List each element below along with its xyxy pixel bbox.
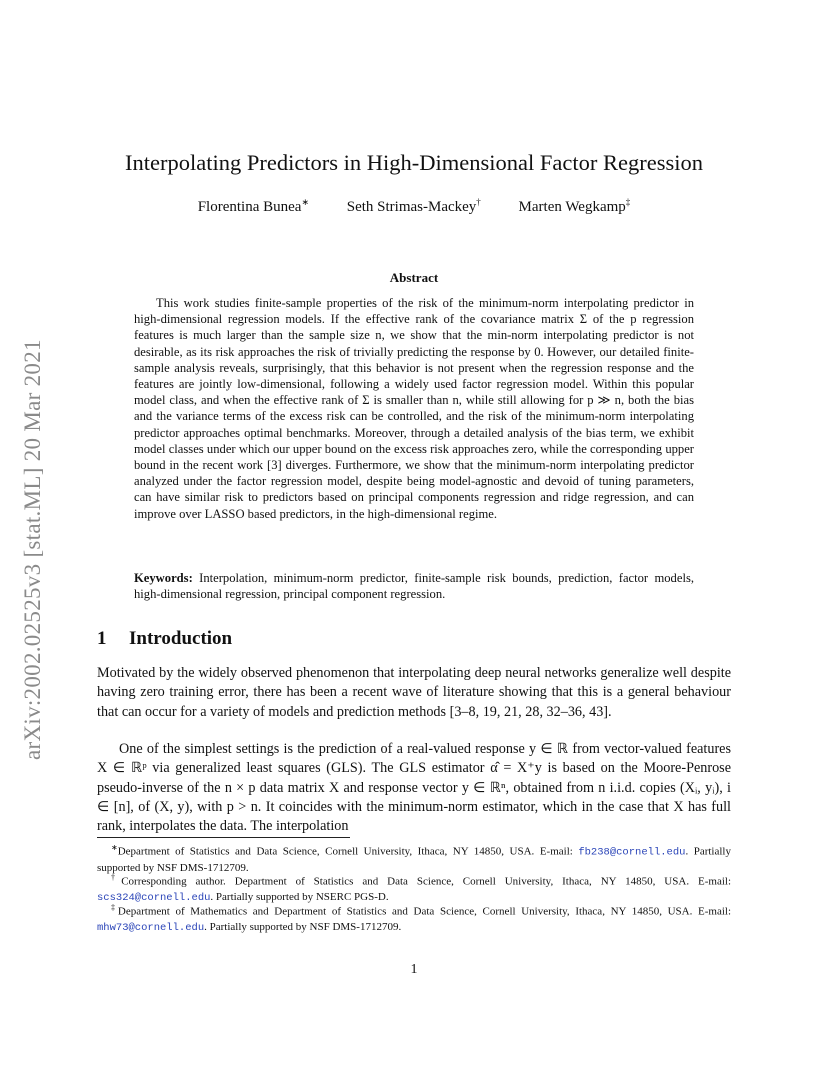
author-name: Florentina Bunea bbox=[197, 199, 302, 215]
author-name: Marten Wegkamp bbox=[518, 199, 626, 215]
keywords-label: Keywords: bbox=[134, 571, 193, 585]
arxiv-identifier: arXiv:2002.02525v3 [stat.ML] 20 Mar 2021 bbox=[20, 339, 45, 760]
footnote-mark: ‡ bbox=[111, 903, 118, 912]
abstract-heading: Abstract bbox=[389, 270, 439, 285]
footnote-tail: . Partially supported by NSF DMS-1712709. bbox=[97, 845, 731, 875]
email-link[interactable]: mhw73@cornell.edu bbox=[97, 922, 205, 935]
intro-paragraph-2: One of the simplest settings is the prediction of a real-valued response y ∈ ℝ from vector-valued features X ∈ ℝᵖ via generalized least squares (GLS). The GLS estimator α̂ = X⁺y is based on the Moore-Penrose pseudo-inverse of the n × p data matrix X and response vector y ∈ ℝⁿ, obtained from n i.i.d. copies (Xᵢ, yᵢ), i ∈ [n], of (X, y), with p > n. It coincides with the minimum-norm estimator, which in the case that X has full rank, interpolates the data. The interpolation bbox=[97, 741, 731, 835]
footnote-divider bbox=[97, 837, 350, 838]
intro-paragraph-1: Motivated by the widely observed phenomenon that interpolating deep neural networks generalize well despite having zero training error, there has been a recent wave of literature showing that this is a general behaviour that can occur for a variety of models and prediction methods [3–8, 19, 21, 28, 32–36, 43]. bbox=[97, 665, 731, 720]
email-link[interactable]: scs324@cornell.edu bbox=[97, 892, 211, 905]
email-link[interactable]: fb238@cornell.edu bbox=[578, 846, 686, 859]
footnote-text: Corresponding author. Department of Statistics and Data Science, Cornell University, Ithaca, NY 14850, USA. E-mail: bbox=[121, 875, 731, 888]
footnote-tail: . Partially supported by NSF DMS-1712709. bbox=[204, 921, 402, 934]
page-number: 1 bbox=[410, 962, 418, 977]
author-footnote-mark: ‡ bbox=[625, 197, 631, 207]
footnote-mark: † bbox=[111, 873, 122, 882]
footnote-text: Department of Mathematics and Department of Statistics and Data Science, Cornell University, Ithaca, NY 14850, USA. E-mail: bbox=[117, 905, 731, 918]
author-2 bbox=[347, 197, 481, 216]
author-footnote-mark: ∗ bbox=[301, 197, 309, 207]
keywords-text: Interpolation, minimum-norm predictor, finite-sample risk bounds, prediction, factor models, high-dimensional regression, principal component regression. bbox=[134, 571, 694, 602]
author-footnote-mark: † bbox=[476, 197, 481, 207]
section-number: 1 bbox=[97, 628, 107, 649]
section-heading bbox=[97, 628, 232, 650]
footnote-mark: ∗ bbox=[111, 843, 118, 852]
keywords bbox=[134, 570, 694, 602]
author-name: Seth Strimas-Mackey bbox=[346, 199, 477, 215]
author-list bbox=[0, 197, 828, 216]
section-title: Introduction bbox=[129, 628, 233, 649]
paper-title: Interpolating Predictors in High-Dimensional Factor Regression bbox=[124, 150, 703, 175]
author-3 bbox=[519, 197, 631, 216]
footnote-text: Department of Statistics and Data Science, Cornell University, Ithaca, NY 14850, USA. E-mail: bbox=[117, 845, 579, 858]
author-1 bbox=[198, 197, 309, 216]
footnote-3 bbox=[97, 900, 731, 936]
abstract-body: This work studies finite-sample properties of the risk of the minimum-norm interpolating predictor in high-dimensional regression models. If the effective rank of the covariance matrix Σ of the p regression features is much larger than the sample size n, we show that the min-norm interpolating predictor is not desirable, as its risk approaches the risk of trivially predicting the response by 0. However, our detailed finite-sample analysis reveals, surprisingly, that this behavior is not present when the regression response and the features are jointly low-dimensional, following a widely used factor regression model. Within this popular model class, and when the effective rank of Σ is smaller than n, while still allowing for p ≫ n, both the bias and the variance terms of the excess risk can be controlled, and the risk of the minimum-norm interpolating predictor approaches optimal benchmarks. Moreover, through a detailed analysis of the bias term, we exhibit model classes under which our upper bound on the excess risk approaches zero, while the corresponding upper bound in the recent work [3] diverges. Furthermore, we show that the minimum-norm interpolating predictor analyzed under the factor regression model, despite being model-agnostic and devoid of tuning parameters, can have similar risk to predictors based on principal components regression and ridge regression, and can improve over LASSO based predictors, in the high-dimensional regime. bbox=[134, 296, 694, 521]
footnote-tail: . Partially supported by NSERC PGS-D. bbox=[210, 891, 389, 904]
